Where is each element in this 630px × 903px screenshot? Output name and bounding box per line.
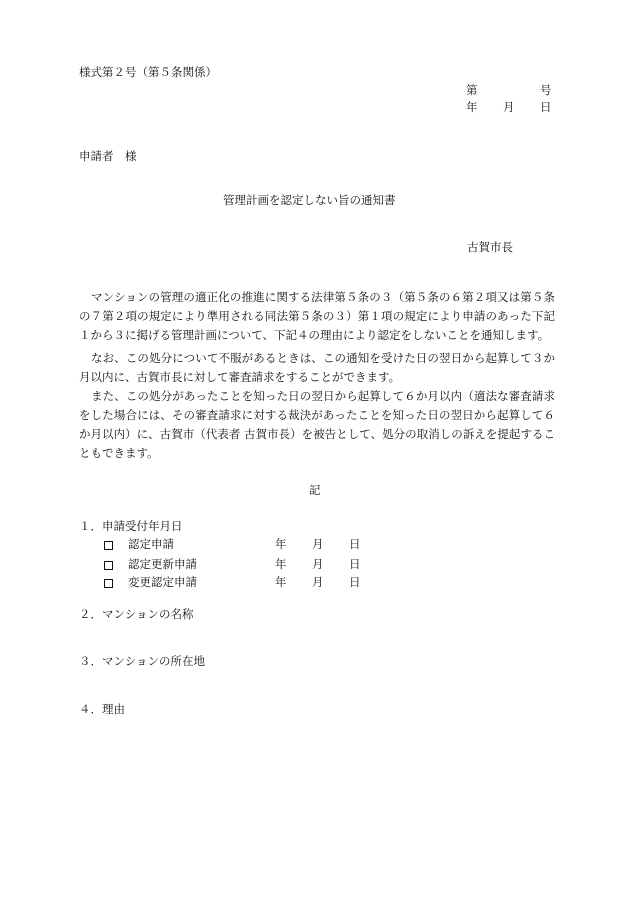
paragraph-appeal: なお、この処分について不服があるときは、この通知を受けた日の翌日から起算して３か月以内に、古賀市長に対して審査請求をすることができます。 bbox=[79, 351, 555, 384]
item-mansion-location: ３．マンションの所在地 bbox=[79, 654, 205, 668]
application-month: 月 bbox=[312, 575, 324, 589]
application-type-row bbox=[104, 540, 113, 554]
application-type-label: 認定更新申請 bbox=[128, 557, 197, 571]
item-mansion-name: ２．マンションの名称 bbox=[79, 607, 194, 621]
checkbox[interactable] bbox=[104, 579, 113, 588]
recipient: 申請者 様 bbox=[79, 149, 137, 163]
form-number: 様式第２号（第５条関係） bbox=[79, 65, 217, 79]
date-month: 月 bbox=[503, 100, 515, 114]
date-day: 日 bbox=[540, 100, 552, 114]
paragraph-lawsuit: また、この処分があったことを知った日の翌日から起算して６か月以内（適法な審査請求をした場合には、その審査請求に対する裁決があったことを知った日の翌日から起算して６か月以内）に、古賀市（代表者 古賀市長）を被告として、処分の取消しの訴えを提起することもできます。 bbox=[79, 389, 555, 460]
application-month: 月 bbox=[312, 557, 324, 571]
application-year: 年 bbox=[275, 557, 287, 571]
application-month: 月 bbox=[312, 537, 324, 551]
doc-number-prefix: 第 bbox=[466, 83, 478, 97]
date-year: 年 bbox=[466, 100, 478, 114]
application-type-label: 認定申請 bbox=[128, 537, 174, 551]
checkbox[interactable] bbox=[104, 541, 113, 550]
ki-heading: 記 bbox=[309, 483, 321, 497]
document-title: 管理計画を認定しない旨の通知書 bbox=[223, 193, 396, 207]
paragraph-notice: マンションの管理の適正化の推進に関する法律第５条の３（第５条の６第２項又は第５条の７第２項の規定により準用される同法第５条の３）第１項の規定により申請のあった下記１から３に掲げる管理計画について、下記４の理由により認定をしないことを通知します。 bbox=[79, 290, 555, 342]
application-year: 年 bbox=[275, 537, 287, 551]
application-type-label: 変更認定申請 bbox=[128, 575, 197, 589]
application-day: 日 bbox=[349, 537, 361, 551]
issuer: 古賀市長 bbox=[467, 240, 513, 254]
application-type-row bbox=[104, 578, 113, 592]
item-reason: ４．理由 bbox=[79, 702, 125, 716]
application-day: 日 bbox=[349, 557, 361, 571]
application-year: 年 bbox=[275, 575, 287, 589]
application-type-row bbox=[104, 560, 113, 574]
application-day: 日 bbox=[349, 575, 361, 589]
item-application-date: １．申請受付年月日 bbox=[79, 519, 183, 533]
checkbox[interactable] bbox=[104, 561, 113, 570]
doc-number-suffix: 号 bbox=[540, 83, 552, 97]
